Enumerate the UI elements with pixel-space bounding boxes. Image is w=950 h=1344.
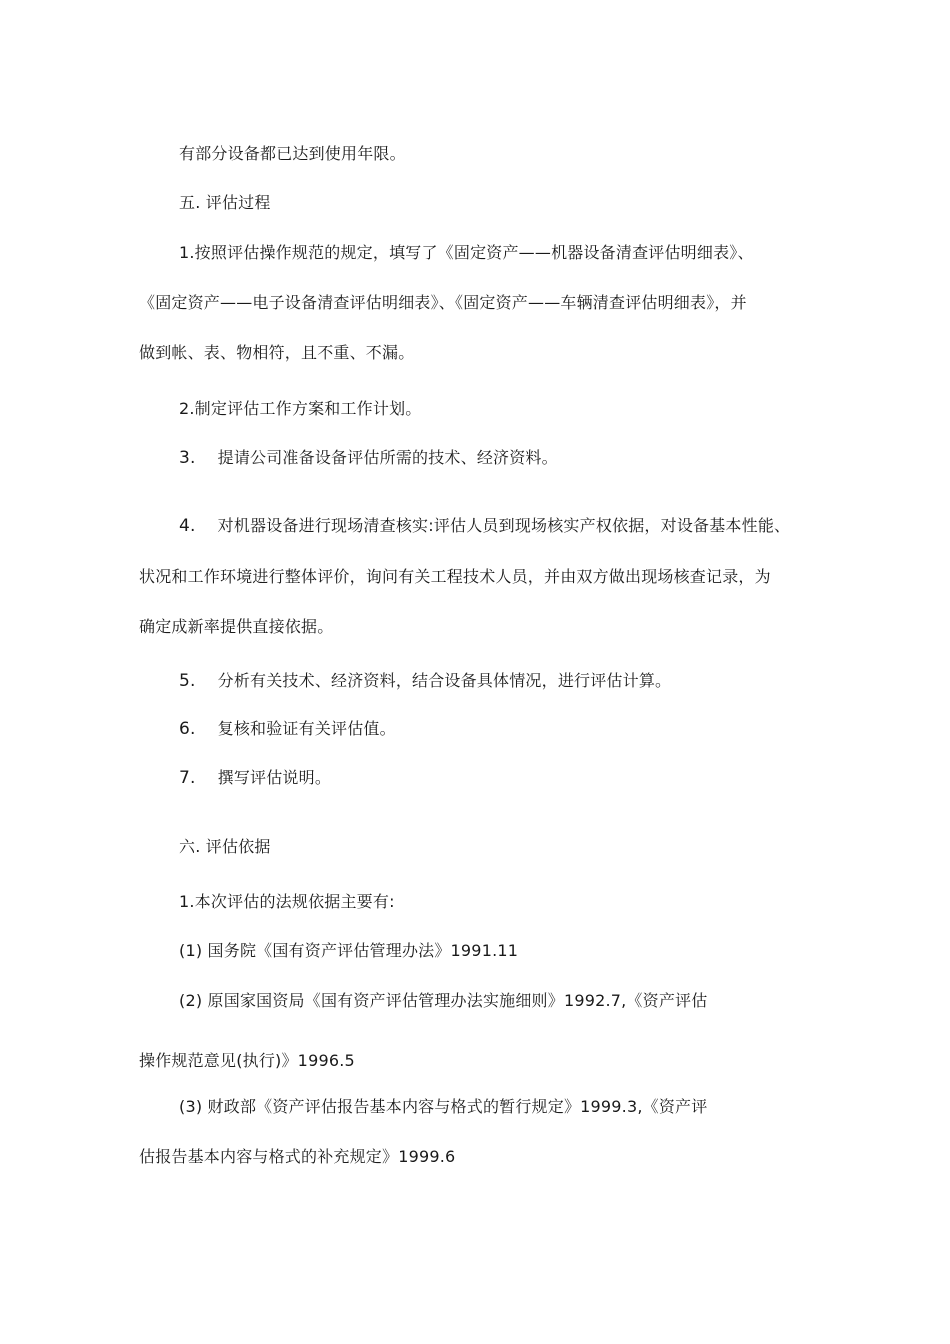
- paragraph-line: 有部分设备都已达到使用年限。: [179, 144, 406, 163]
- citation-line: (1) 国务院《国有资产评估管理办法》1991.11: [179, 941, 519, 960]
- citation-line: 操作规范意见(执行)》1996.5: [139, 1051, 355, 1070]
- paragraph-line: 1.按照评估操作规范的规定，填写了《固定资产——机器设备清查评估明细表》、: [179, 243, 754, 262]
- list-number: 7.: [179, 768, 196, 788]
- paragraph-line: 确定成新率提供直接依据。: [139, 617, 334, 636]
- list-item: [179, 670, 671, 692]
- paragraph-line: 做到帐、表、物相符，且不重、不漏。: [139, 343, 415, 362]
- list-text: 提请公司准备设备评估所需的技术、经济资料。: [217, 448, 558, 467]
- list-number: 3.: [179, 448, 196, 468]
- list-number: 4.: [179, 516, 196, 536]
- citation-line: 估报告基本内容与格式的补充规定》1999.6: [139, 1147, 456, 1166]
- list-number: 5.: [179, 671, 196, 691]
- citation-line: (3) 财政部《资产评估报告基本内容与格式的暂行规定》1999.3,《资产评: [179, 1097, 708, 1116]
- section-heading: 六. 评估依据: [179, 837, 271, 856]
- paragraph-line: 《固定资产——电子设备清查评估明细表》、《固定资产——车辆清查评估明细表》，并: [139, 293, 747, 312]
- section-heading: 五. 评估过程: [179, 193, 271, 212]
- list-text: 复核和验证有关评估值。: [217, 719, 396, 738]
- citation-line: (2) 原国家国资局《国有资产评估管理办法实施细则》1992.7,《资产评估: [179, 991, 708, 1010]
- list-text: 分析有关技术、经济资料，结合设备具体情况，进行评估计算。: [217, 671, 672, 690]
- list-text: 对机器设备进行现场清查核实:评估人员到现场核实产权依据，对设备基本性能、: [217, 516, 791, 535]
- list-item: [179, 447, 558, 469]
- list-item: [179, 515, 790, 537]
- list-item: [179, 767, 331, 789]
- list-text: 撰写评估说明。: [217, 768, 332, 787]
- paragraph-line: 2.制定评估工作方案和工作计划。: [179, 399, 422, 418]
- list-item: [179, 718, 396, 740]
- paragraph-line: 状况和工作环境进行整体评价，询问有关工程技术人员，并由双方做出现场核查记录，为: [139, 567, 771, 586]
- paragraph-line: 1.本次评估的法规依据主要有:: [179, 892, 395, 911]
- list-number: 6.: [179, 719, 196, 739]
